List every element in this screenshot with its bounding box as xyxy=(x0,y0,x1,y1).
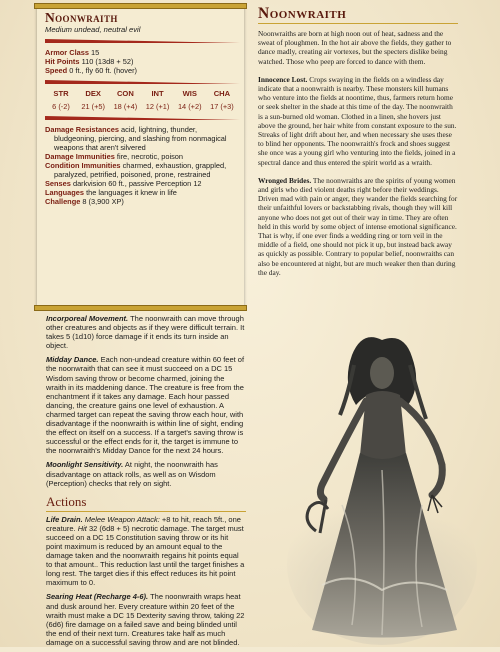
ability-int xyxy=(142,89,174,111)
ability-cha xyxy=(206,89,238,111)
damage-immunities-value: fire, necrotic, poison xyxy=(116,152,184,161)
ability-name: STR xyxy=(53,89,69,98)
action-name: Life Drain. xyxy=(46,514,83,524)
ability-score: 12 (+1) xyxy=(145,102,170,111)
languages-value: the languages it knew in life xyxy=(86,188,177,197)
ability-name: CHA xyxy=(213,89,231,98)
condition-immunities-line xyxy=(45,161,238,179)
action-life-drain xyxy=(46,515,246,588)
speed-value: 0 ft., fly 60 ft. (hover) xyxy=(69,66,138,75)
lore-section-wronged-brides xyxy=(258,176,458,277)
actions-heading: Actions xyxy=(46,493,87,509)
ability-score: 17 (+3) xyxy=(210,102,234,111)
challenge-label: Challenge xyxy=(45,197,81,206)
ability-score: 18 (+4) xyxy=(113,102,138,111)
stat-divider xyxy=(45,80,240,84)
damage-immunities-line xyxy=(45,152,238,161)
ability-name: DEX xyxy=(85,89,101,98)
lore-section-text: Crops swaying in the fields on a windless day indicate that a noonwraith is nearby. These monsters kill humans who venture into the fields at noontime, thus, farmers return home or seek shelter in the shade at this time of the day. The noonwraith is a sun-burned old woman. Clothed in a linen, she hovers just above the ground, her hair white from constant exposure to the sun. Streaks of light drift about her, and when necessary she uses these to blind her opponents. The noonwraith's frock and shoes suggest she once was a young girl who venturing into the fields, joined in a spectral dance and thus entered the spirit world as a wraith. xyxy=(258,74,457,167)
ability-score: 21 (+5) xyxy=(81,102,105,111)
ability-con xyxy=(109,89,141,111)
languages-label: Languages xyxy=(45,188,85,197)
trait-text: At night, the noonwraith has disadvantage on attack rolls, as well as on Wisdom (Perception) checks that rely on sight. xyxy=(46,460,218,488)
ability-name: INT xyxy=(151,89,164,98)
challenge-line xyxy=(45,197,238,206)
trait-incorporeal-movement xyxy=(46,314,246,350)
ability-name: WIS xyxy=(182,89,197,98)
damage-resistances-line xyxy=(45,125,238,152)
stat-block xyxy=(37,6,244,308)
stat-divider xyxy=(45,39,240,43)
ability-dex xyxy=(77,89,109,111)
armor-class-line xyxy=(45,48,238,57)
hit-points-value: 110 (13d8 + 52) xyxy=(81,57,134,66)
lore-section-title: Innocence Lost. xyxy=(258,74,308,84)
senses-value: darkvision 60 ft., passive Perception 12 xyxy=(72,179,202,188)
trait-text: The noonwraith can move through other creatures and objects as if they were difficult terrain. It takes 5 (1d10) force damage if it ends its turn inside an object. xyxy=(46,314,245,351)
stat-block-top-bar xyxy=(34,3,247,9)
hit-points-label: Hit Points xyxy=(45,57,80,66)
senses-line xyxy=(45,179,238,188)
damage-immunities-label: Damage Immunities xyxy=(45,152,115,161)
ability-wis xyxy=(174,89,206,111)
lore-title: Noonwraith xyxy=(258,5,347,22)
creature-name: Noonwraith xyxy=(45,10,118,25)
traits-and-actions xyxy=(46,314,246,652)
creature-type: Medium undead, neutral evil xyxy=(45,25,141,34)
stat-divider xyxy=(45,116,240,120)
lore-title-underline xyxy=(258,23,458,24)
action-searing-heat xyxy=(46,592,246,647)
lore-column xyxy=(258,6,458,286)
trait-text: Each non-undead creature within 60 feet of the noonwraith that can see it must succeed on a DC 15 Wisdom saving throw or become charmed, joining the wraith in its maddening dance. The creature is free from the enchantment if it takes any damage. Each hour passed dancing, the creature gains one level of exhaustion. A charmed target can repeat the saving throw each hour, with disadvantage if the noonwraith is within line of sight, ending the effect on itself on a success. If a target's saving throw is successful or the effect ends for it, the target is immune to the noonwraith's Midday Dance for the next 24 hours. xyxy=(46,355,245,456)
trait-midday-dance xyxy=(46,355,246,455)
action-attack-type: Melee Weapon Attack: xyxy=(84,514,160,524)
speed-label: Speed xyxy=(45,66,68,75)
condition-immunities-value: charmed, exhaustion, grappled, paralyzed, petrified, poisoned, prone, restrained xyxy=(54,161,227,179)
damage-resistances-label: Damage Resistances xyxy=(45,125,119,134)
stat-block-bottom-bar xyxy=(34,305,247,311)
lore-section-innocence-lost xyxy=(258,75,458,167)
trait-name: Incorporeal Movement. xyxy=(46,314,129,323)
ability-scores xyxy=(45,89,238,111)
ability-score: 6 (-2) xyxy=(52,102,70,111)
senses-label: Senses xyxy=(45,179,71,188)
condition-immunities-label: Condition Immunities xyxy=(45,161,121,170)
action-hit-text: 32 (6d8 + 5) necrotic damage. The target must succeed on a DC 15 Constitution saving throw or its hit point maximum is reduced by an amount equal to the damage taken and the noonwraith regains hit points equal to that amount.. This reduction last until the target finishes a long rest. The target dies if this effect reduces its hit point maximum to 0. xyxy=(46,523,245,588)
lore-intro: Noonwraiths are born at high noon out of heat, sadness and the sweat of ploughmen. In the hot air above the fields, they gather to dance madly, creating air vortexes, but the specters dislike being watched. Those who peep are forced to dance with them. xyxy=(258,29,452,66)
armor-class-value: 15 xyxy=(91,48,100,57)
actions-divider xyxy=(46,511,246,512)
lore-section-text: The noonwraiths are the spirits of young women and girls who died violent deaths right before their weddings. Driven mad with pain or anger, they wander the fields searching for their unfaithful lovers or backstabbing rivals, though they will kill anyone who does not get out of their way in time. They are often held in this world by some object of intense emotional significance. That is why, if one ever finds a wedding ring or torn veil in the middle of a field, one should not pick it up, but instead back away as quickly as possible. Contrary to popular belief, noonwraiths can also be encountered at night, but are much weaker then than during the day. xyxy=(258,175,458,277)
trait-name: Moonlight Sensitivity. xyxy=(46,460,124,470)
damage-resistances-value: acid, lightning, thunder, bludgeoning, piercing, and slashing from nonmagical weapons that aren't silvered xyxy=(54,125,227,152)
speed-line xyxy=(45,66,238,75)
languages-line xyxy=(45,188,238,197)
ability-name: CON xyxy=(116,89,134,98)
action-hit-label: Hit xyxy=(77,523,87,533)
ability-str xyxy=(45,89,77,111)
lore-section-title: Wronged Brides. xyxy=(258,175,312,185)
ability-score: 14 (+2) xyxy=(177,102,202,111)
armor-class-label: Armor Class xyxy=(45,48,89,57)
action-name: Searing Heat (Recharge 4-6). xyxy=(46,592,149,602)
action-text: The noonwraith wraps heat and dusk around her. Every creature within 20 feet of the wraith must make a DC 15 Dexterity saving throw, taking 22 (6d6) fire damage on a failed save and being blinded until the end of their next turn. Creatures take half as much damage on a successful saving throw and are not blinded. xyxy=(46,592,245,647)
action-text: +8 to hit, reach 5ft., one creature. xyxy=(46,514,241,533)
challenge-value: 8 (3,900 XP) xyxy=(82,197,124,206)
trait-name: Midday Dance. xyxy=(46,355,99,365)
noonwraith-illustration xyxy=(282,335,482,645)
trait-moonlight-sensitivity xyxy=(46,460,246,487)
hit-points-line xyxy=(45,57,238,66)
